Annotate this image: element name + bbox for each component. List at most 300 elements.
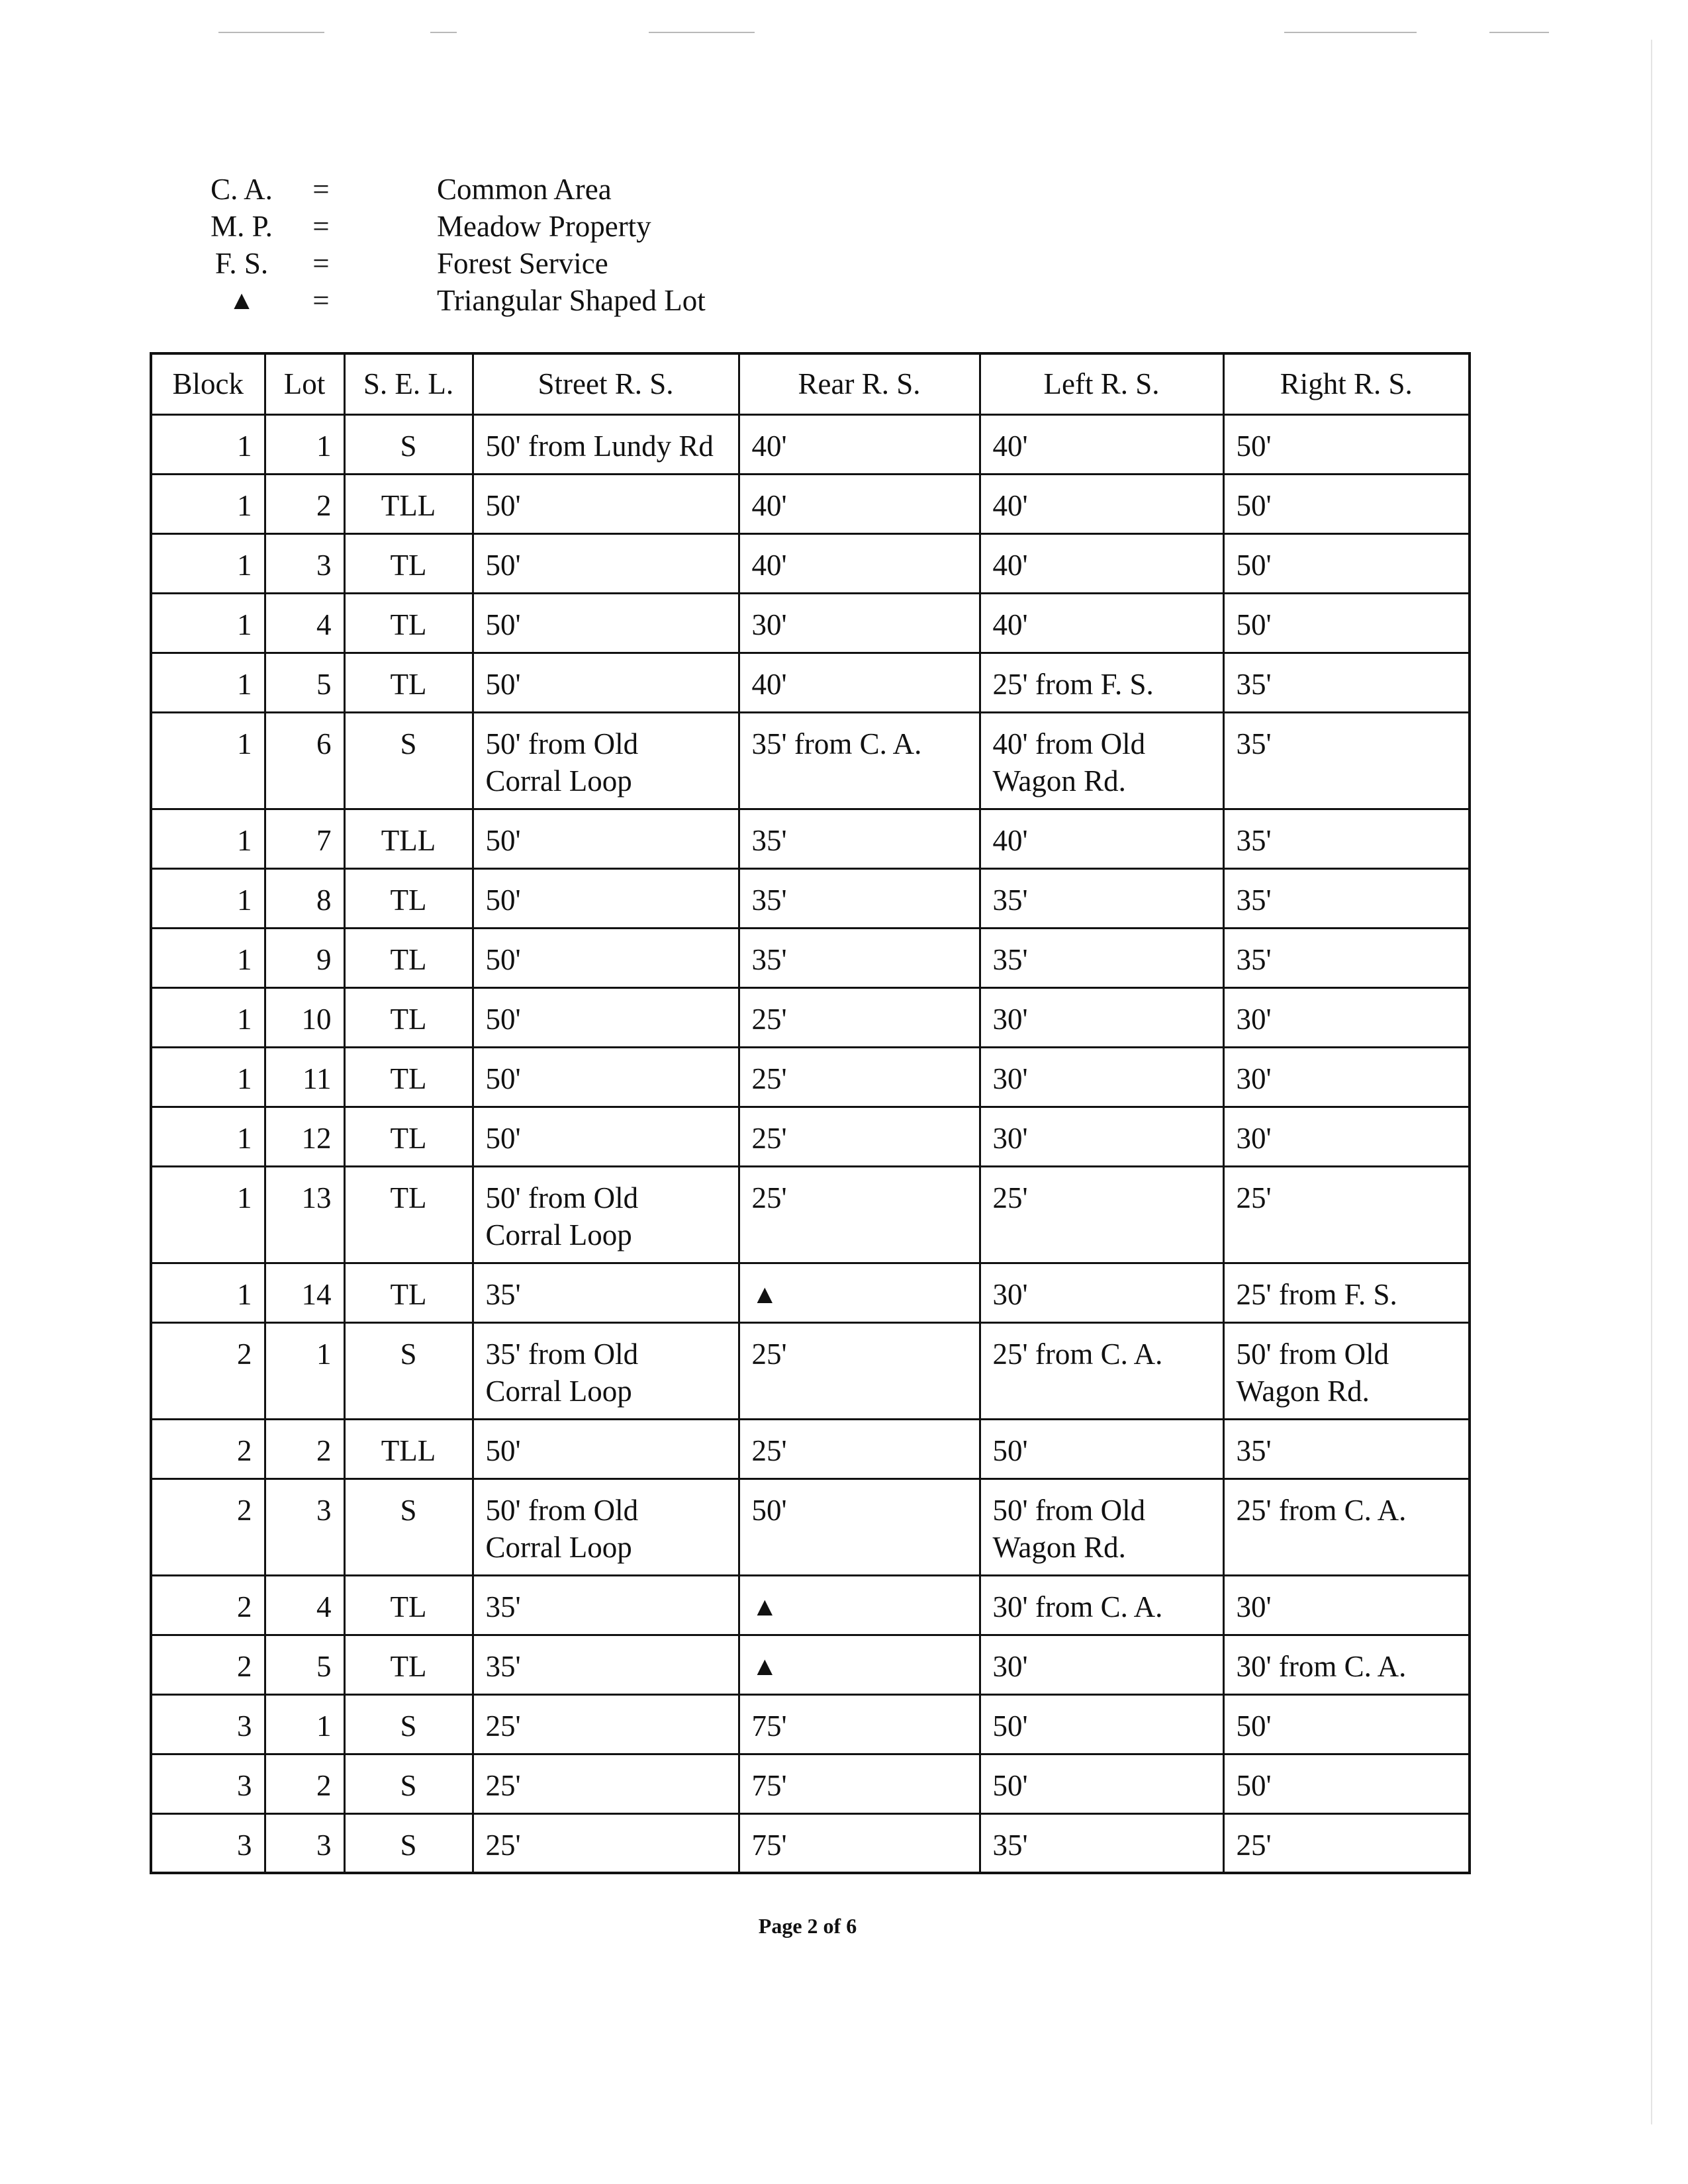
cell-rear-rs-text: 25' <box>751 1121 787 1155</box>
cell-right-rs <box>1223 1575 1470 1635</box>
cell-street-rs <box>473 868 739 928</box>
cell-street-rs <box>473 1635 739 1694</box>
cell-sel <box>344 1635 473 1694</box>
cell-block-text: 3 <box>237 1709 252 1743</box>
cell-sel-text: S <box>400 1709 417 1743</box>
cell-lot-text: 1 <box>316 1337 332 1371</box>
cell-lot-text: 2 <box>316 1433 332 1467</box>
cell-sel <box>344 414 473 474</box>
cell-left-rs-text: 25' <box>992 1181 1028 1214</box>
legend-definition: Meadow Property <box>437 210 651 243</box>
cell-right-rs-text: 50' <box>1236 1709 1272 1743</box>
cell-right-rs-text: 35' <box>1236 727 1272 760</box>
cell-right-rs-text: 35' <box>1236 823 1272 857</box>
page-number: Page 2 of 6 <box>758 1914 857 1938</box>
table-row <box>151 868 1470 928</box>
cell-rear-rs <box>739 1107 980 1166</box>
cell-left-rs-text: 40' <box>992 548 1028 582</box>
cell-lot <box>265 1322 344 1419</box>
table-row <box>151 1107 1470 1166</box>
cell-block-text: 1 <box>237 488 252 522</box>
cell-left-rs-text: 30' from C. A. <box>992 1590 1163 1623</box>
cell-rear-rs-text: 40' <box>751 488 787 522</box>
cell-street-rs-text: 25' <box>485 1709 521 1743</box>
cell-rear-rs <box>739 1322 980 1419</box>
cell-block <box>151 928 265 987</box>
cell-lot-text: 4 <box>316 608 332 641</box>
cell-lot-text: 7 <box>316 823 332 857</box>
cell-left-rs-text: 35' <box>992 942 1028 976</box>
cell-street-rs <box>473 928 739 987</box>
cell-block <box>151 653 265 712</box>
table-row <box>151 809 1470 868</box>
cell-rear-rs <box>739 1813 980 1873</box>
cell-block-text: 2 <box>237 1493 252 1527</box>
legend-equals: = <box>312 210 330 243</box>
cell-right-rs <box>1223 1635 1470 1694</box>
cell-left-rs <box>980 1479 1223 1575</box>
cell-block <box>151 593 265 653</box>
cell-block <box>151 1635 265 1694</box>
cell-street-rs-text: 50' <box>485 942 521 976</box>
cell-block-text: 1 <box>237 1121 252 1155</box>
cell-rear-rs <box>739 653 980 712</box>
cell-block <box>151 1107 265 1166</box>
cell-sel-text: TLL <box>381 1433 436 1467</box>
cell-street-rs-text: 50' from Old <box>485 727 639 760</box>
cell-block <box>151 1813 265 1873</box>
cell-lot-text: 4 <box>316 1590 332 1623</box>
cell-rear-rs-text: 75' <box>751 1828 787 1862</box>
cell-rear-rs-text: 75' <box>751 1709 787 1743</box>
cell-street-rs <box>473 653 739 712</box>
table-row <box>151 712 1470 809</box>
cell-rear-rs <box>739 868 980 928</box>
cell-sel-text: TLL <box>381 823 436 857</box>
cell-right-rs <box>1223 1263 1470 1322</box>
cell-sel <box>344 593 473 653</box>
cell-street-rs-text-line2: Corral Loop <box>485 1530 632 1564</box>
cell-sel-text: TL <box>390 1121 427 1155</box>
cell-right-rs <box>1223 1047 1470 1107</box>
cell-rear-rs <box>739 1166 980 1263</box>
cell-street-rs-text: 50' <box>485 1121 521 1155</box>
cell-street-rs <box>473 1263 739 1322</box>
cell-street-rs-text: 50' <box>485 823 521 857</box>
cell-block <box>151 1263 265 1322</box>
legend-definition: Forest Service <box>437 247 608 280</box>
cell-block-text: 2 <box>237 1590 252 1623</box>
cell-block-text: 1 <box>237 667 252 701</box>
cell-block <box>151 809 265 868</box>
triangle-icon: ▲ <box>751 1651 778 1681</box>
cell-street-rs-text-line2: Corral Loop <box>485 764 632 797</box>
cell-sel <box>344 809 473 868</box>
cell-right-rs-text: 30' <box>1236 1002 1272 1036</box>
table-header-row <box>151 353 1470 414</box>
cell-right-rs-text: 30' <box>1236 1062 1272 1095</box>
cell-rear-rs-text: 35' <box>751 883 787 917</box>
cell-left-rs <box>980 533 1223 593</box>
cell-left-rs-text: 50' <box>992 1709 1028 1743</box>
cell-right-rs-text: 50' <box>1236 548 1272 582</box>
header-street-rs: Street R. S. <box>473 353 739 414</box>
cell-lot-text: 3 <box>316 1493 332 1527</box>
cell-left-rs <box>980 1754 1223 1813</box>
cell-block <box>151 533 265 593</box>
cell-lot <box>265 1813 344 1873</box>
cell-rear-rs-text: 35' <box>751 942 787 976</box>
cell-street-rs-text: 50' from Lundy Rd <box>485 429 714 463</box>
cell-block-text: 1 <box>237 883 252 917</box>
cell-lot <box>265 1107 344 1166</box>
cell-lot <box>265 533 344 593</box>
cell-lot <box>265 1479 344 1575</box>
cell-sel-text: TL <box>390 883 427 917</box>
cell-street-rs <box>473 1322 739 1419</box>
cell-block <box>151 868 265 928</box>
legend-row <box>192 208 1033 245</box>
cell-lot <box>265 474 344 533</box>
cell-right-rs-text: 50' <box>1236 429 1272 463</box>
cell-left-rs <box>980 1694 1223 1754</box>
cell-sel <box>344 474 473 533</box>
cell-street-rs-text: 50' from Old <box>485 1181 639 1214</box>
cell-street-rs-text: 50' <box>485 548 521 582</box>
table-row <box>151 928 1470 987</box>
cell-right-rs <box>1223 1754 1470 1813</box>
cell-lot <box>265 928 344 987</box>
cell-lot <box>265 1754 344 1813</box>
cell-rear-rs <box>739 1754 980 1813</box>
cell-sel <box>344 1322 473 1419</box>
cell-lot-text: 2 <box>316 488 332 522</box>
cell-sel <box>344 533 473 593</box>
triangle-icon: ▲ <box>751 1591 778 1621</box>
cell-left-rs <box>980 1575 1223 1635</box>
cell-rear-rs <box>739 712 980 809</box>
cell-street-rs <box>473 1754 739 1813</box>
cell-left-rs-text: 50' from Old <box>992 1493 1146 1527</box>
cell-street-rs-text: 35' <box>485 1277 521 1311</box>
cell-block-text: 2 <box>237 1337 252 1371</box>
cell-block <box>151 712 265 809</box>
cell-lot <box>265 868 344 928</box>
cell-rear-rs <box>739 533 980 593</box>
table-row <box>151 593 1470 653</box>
cell-sel-text: S <box>400 429 417 463</box>
cell-right-rs <box>1223 1322 1470 1419</box>
legend-definition: Common Area <box>437 173 612 206</box>
triangle-icon: ▲ <box>228 285 255 315</box>
abbreviation-legend <box>192 171 1033 319</box>
cell-right-rs-text: 25' <box>1236 1181 1272 1214</box>
cell-block-text: 2 <box>237 1433 252 1467</box>
table-row <box>151 1813 1470 1873</box>
cell-block-text: 2 <box>237 1649 252 1683</box>
cell-lot-text: 1 <box>316 429 332 463</box>
cell-street-rs <box>473 1419 739 1479</box>
cell-block-text: 1 <box>237 608 252 641</box>
cell-street-rs-text: 25' <box>485 1828 521 1862</box>
cell-lot-text: 11 <box>303 1062 332 1095</box>
cell-sel-text: TLL <box>381 488 436 522</box>
cell-rear-rs-text: 25' <box>751 1337 787 1371</box>
cell-rear-rs <box>739 1419 980 1479</box>
cell-right-rs <box>1223 712 1470 809</box>
scan-artifact-line <box>430 32 457 33</box>
cell-lot <box>265 1166 344 1263</box>
cell-left-rs-text: 30' <box>992 1277 1028 1311</box>
cell-rear-rs-text: 25' <box>751 1002 787 1036</box>
cell-street-rs <box>473 1694 739 1754</box>
table-row <box>151 1419 1470 1479</box>
cell-sel <box>344 1107 473 1166</box>
cell-left-rs-text: 40' from Old <box>992 727 1146 760</box>
cell-left-rs <box>980 1419 1223 1479</box>
cell-lot-text: 14 <box>301 1277 332 1311</box>
cell-left-rs <box>980 1635 1223 1694</box>
table-body <box>151 414 1470 1873</box>
cell-block <box>151 1322 265 1419</box>
cell-sel-text: TL <box>390 548 427 582</box>
cell-street-rs <box>473 1047 739 1107</box>
table-row <box>151 1047 1470 1107</box>
cell-sel <box>344 1047 473 1107</box>
cell-left-rs-text: 30' <box>992 1121 1028 1155</box>
cell-left-rs <box>980 593 1223 653</box>
cell-left-rs-text-line2: Wagon Rd. <box>992 764 1126 797</box>
cell-right-rs <box>1223 1694 1470 1754</box>
cell-rear-rs <box>739 1575 980 1635</box>
cell-left-rs-text: 40' <box>992 823 1028 857</box>
legend-row <box>192 282 1033 319</box>
cell-rear-rs-text: 25' <box>751 1062 787 1095</box>
legend-abbreviation: M. P. <box>211 210 273 243</box>
cell-right-rs-text: 35' <box>1236 942 1272 976</box>
cell-rear-rs <box>739 1635 980 1694</box>
cell-sel <box>344 1813 473 1873</box>
cell-rear-rs-text: 40' <box>751 548 787 582</box>
cell-street-rs <box>473 1479 739 1575</box>
cell-street-rs-text: 35' from Old <box>485 1337 639 1371</box>
cell-rear-rs <box>739 414 980 474</box>
legend-abbreviation: F. S. <box>214 247 269 280</box>
cell-street-rs <box>473 809 739 868</box>
legend-abbreviation: C. A. <box>211 173 273 206</box>
cell-street-rs <box>473 593 739 653</box>
cell-rear-rs <box>739 1047 980 1107</box>
cell-street-rs <box>473 1166 739 1263</box>
cell-block <box>151 1047 265 1107</box>
cell-street-rs-text: 50' <box>485 883 521 917</box>
cell-lot <box>265 1635 344 1694</box>
cell-lot-text: 2 <box>316 1768 332 1802</box>
cell-left-rs <box>980 474 1223 533</box>
cell-sel-text: TL <box>390 1181 427 1214</box>
cell-left-rs <box>980 1047 1223 1107</box>
cell-right-rs-text: 25' from C. A. <box>1236 1493 1407 1527</box>
cell-rear-rs <box>739 474 980 533</box>
cell-right-rs-text: 30' <box>1236 1590 1272 1623</box>
cell-lot-text: 9 <box>316 942 332 976</box>
cell-sel <box>344 1419 473 1479</box>
cell-left-rs-text: 40' <box>992 488 1028 522</box>
cell-sel-text: TL <box>390 667 427 701</box>
cell-left-rs <box>980 653 1223 712</box>
legend-equals: = <box>312 173 330 206</box>
scan-artifact-edge <box>1651 40 1652 2124</box>
cell-right-rs-text: 50' <box>1236 488 1272 522</box>
cell-street-rs-text: 50' <box>485 608 521 641</box>
cell-street-rs-text-line2: Corral Loop <box>485 1374 632 1408</box>
cell-rear-rs-text: 25' <box>751 1181 787 1214</box>
legend-definition: Triangular Shaped Lot <box>437 284 706 317</box>
cell-left-rs-text-line2: Wagon Rd. <box>992 1530 1126 1564</box>
cell-lot-text: 10 <box>301 1002 332 1036</box>
cell-lot-text: 12 <box>301 1121 332 1155</box>
cell-street-rs <box>473 1107 739 1166</box>
cell-right-rs <box>1223 987 1470 1047</box>
cell-right-rs-text: 35' <box>1236 883 1272 917</box>
table-row <box>151 1575 1470 1635</box>
cell-sel <box>344 987 473 1047</box>
cell-right-rs <box>1223 809 1470 868</box>
cell-right-rs-text: 30' <box>1236 1121 1272 1155</box>
cell-lot-text: 13 <box>301 1181 332 1214</box>
cell-lot <box>265 712 344 809</box>
cell-lot <box>265 1047 344 1107</box>
cell-right-rs <box>1223 533 1470 593</box>
cell-lot <box>265 1419 344 1479</box>
cell-left-rs-text: 30' <box>992 1649 1028 1683</box>
cell-block <box>151 474 265 533</box>
cell-street-rs-text: 35' <box>485 1590 521 1623</box>
cell-block-text: 3 <box>237 1768 252 1802</box>
cell-sel <box>344 1263 473 1322</box>
legend-equals: = <box>312 284 330 317</box>
lot-setback-table <box>150 352 1471 1874</box>
cell-lot <box>265 1694 344 1754</box>
cell-left-rs-text: 35' <box>992 1828 1028 1862</box>
cell-street-rs-text: 50' <box>485 667 521 701</box>
cell-rear-rs-text: 30' <box>751 608 787 641</box>
cell-sel <box>344 1754 473 1813</box>
cell-sel-text: TL <box>390 1062 427 1095</box>
cell-sel-text: TL <box>390 942 427 976</box>
header-right-rs: Right R. S. <box>1223 353 1470 414</box>
cell-lot-text: 3 <box>316 1828 332 1862</box>
cell-right-rs <box>1223 474 1470 533</box>
cell-street-rs <box>473 1575 739 1635</box>
cell-lot <box>265 414 344 474</box>
cell-lot <box>265 593 344 653</box>
cell-left-rs <box>980 809 1223 868</box>
cell-sel-text: S <box>400 1768 417 1802</box>
cell-street-rs <box>473 533 739 593</box>
cell-street-rs-text: 50' <box>485 1062 521 1095</box>
cell-block <box>151 1575 265 1635</box>
cell-right-rs-text: 50' from Old <box>1236 1337 1389 1371</box>
cell-sel-text: S <box>400 1337 417 1371</box>
cell-street-rs <box>473 1813 739 1873</box>
header-lot: Lot <box>265 353 344 414</box>
cell-right-rs-text: 35' <box>1236 1433 1272 1467</box>
cell-block-text: 1 <box>237 823 252 857</box>
cell-rear-rs-text: 75' <box>751 1768 787 1802</box>
table-row <box>151 653 1470 712</box>
cell-street-rs-text: 50' <box>485 488 521 522</box>
cell-sel-text: S <box>400 1493 417 1527</box>
cell-block-text: 1 <box>237 1002 252 1036</box>
cell-left-rs-text: 50' <box>992 1433 1028 1467</box>
legend-equals: = <box>312 247 330 280</box>
cell-block <box>151 414 265 474</box>
cell-street-rs <box>473 474 739 533</box>
cell-block <box>151 1166 265 1263</box>
table-row <box>151 1754 1470 1813</box>
cell-right-rs <box>1223 928 1470 987</box>
table-row <box>151 1694 1470 1754</box>
cell-sel-text: TL <box>390 1649 427 1683</box>
cell-rear-rs <box>739 1263 980 1322</box>
cell-sel <box>344 712 473 809</box>
cell-lot <box>265 1575 344 1635</box>
cell-street-rs-text: 35' <box>485 1649 521 1683</box>
header-left-rs: Left R. S. <box>980 353 1223 414</box>
cell-sel <box>344 928 473 987</box>
cell-lot-text: 1 <box>316 1709 332 1743</box>
cell-block-text: 1 <box>237 942 252 976</box>
cell-sel <box>344 653 473 712</box>
scan-artifact-line <box>1489 32 1549 33</box>
table-row <box>151 533 1470 593</box>
cell-right-rs <box>1223 593 1470 653</box>
cell-street-rs-text: 50' <box>485 1002 521 1036</box>
cell-left-rs <box>980 928 1223 987</box>
cell-left-rs <box>980 1813 1223 1873</box>
cell-left-rs <box>980 1107 1223 1166</box>
cell-left-rs <box>980 1263 1223 1322</box>
cell-left-rs <box>980 868 1223 928</box>
header-block: Block <box>151 353 265 414</box>
cell-lot-text: 5 <box>316 667 332 701</box>
cell-left-rs-text: 50' <box>992 1768 1028 1802</box>
cell-left-rs <box>980 712 1223 809</box>
cell-sel-text: S <box>400 727 417 760</box>
cell-left-rs-text: 25' from C. A. <box>992 1337 1163 1371</box>
cell-block-text: 1 <box>237 548 252 582</box>
table-row <box>151 1322 1470 1419</box>
cell-right-rs-text-line2: Wagon Rd. <box>1236 1374 1370 1408</box>
table-row <box>151 1166 1470 1263</box>
cell-left-rs-text: 40' <box>992 608 1028 641</box>
cell-sel <box>344 1479 473 1575</box>
table-row <box>151 1479 1470 1575</box>
cell-rear-rs-text: 50' <box>751 1493 787 1527</box>
header-sel: S. E. L. <box>344 353 473 414</box>
cell-rear-rs-text: 35' from C. A. <box>751 727 922 760</box>
table-row <box>151 1263 1470 1322</box>
cell-block-text: 1 <box>237 1277 252 1311</box>
legend-row <box>192 171 1033 208</box>
cell-right-rs-text: 50' <box>1236 608 1272 641</box>
cell-block-text: 3 <box>237 1828 252 1862</box>
cell-lot-text: 3 <box>316 548 332 582</box>
cell-rear-rs-text: 25' <box>751 1433 787 1467</box>
cell-block-text: 1 <box>237 727 252 760</box>
cell-sel-text: TL <box>390 1277 427 1311</box>
